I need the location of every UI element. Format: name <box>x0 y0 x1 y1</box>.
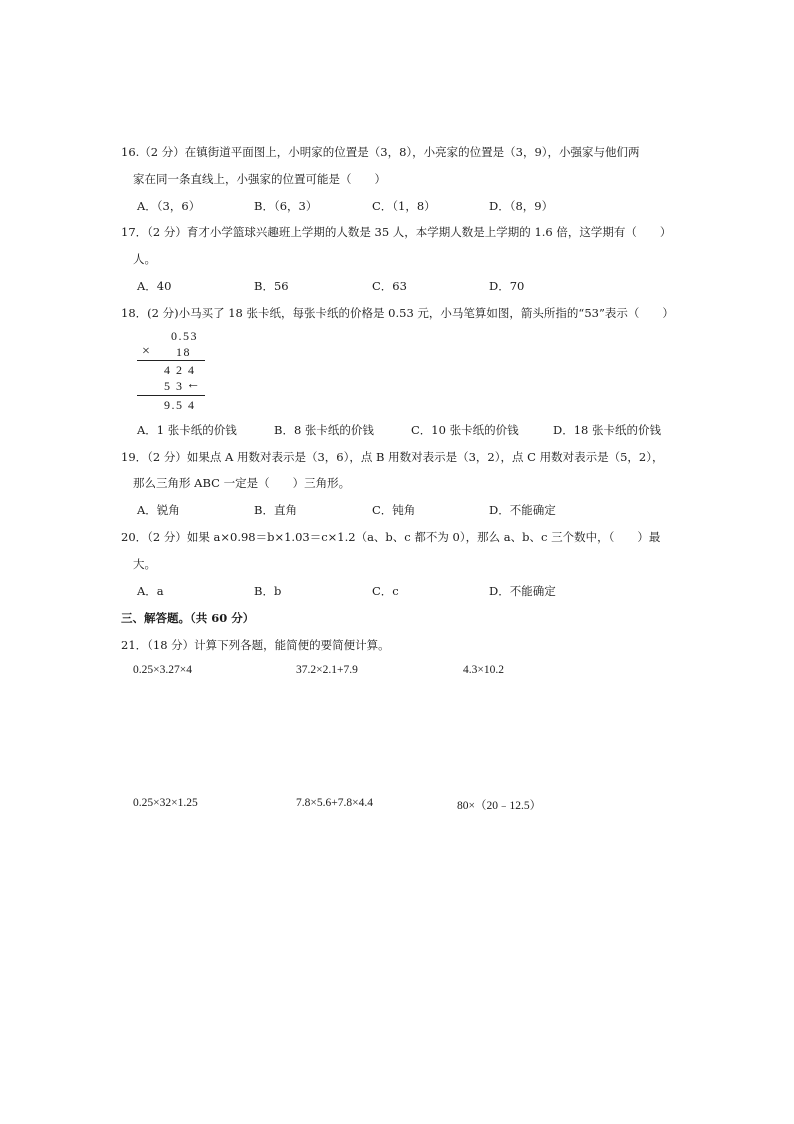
q20-option-d[interactable]: D．不能确定 <box>489 584 556 598</box>
q16-option-b[interactable]: B．（6，3） <box>254 199 318 213</box>
calc-times-sign: × <box>142 344 152 359</box>
q21-expression-1: 0.25×3.27×4 <box>133 664 192 676</box>
calc-rule-1 <box>137 360 205 361</box>
calc-product: 9.5 4 <box>164 398 196 412</box>
q17-option-d[interactable]: D．70 <box>489 279 525 293</box>
q17-stem-line1: 17．（2 分）育才小学篮球兴趣班上学期的人数是 35 人，本学期人数是上学期的 1.6 倍，这学期有（ ） <box>121 225 672 239</box>
q18-option-a[interactable]: A．1 张卡纸的价钱 <box>137 423 237 437</box>
calc-rule-2 <box>137 395 205 396</box>
arrow-left-icon: ← <box>186 377 202 392</box>
q17-option-b[interactable]: B．56 <box>254 279 289 293</box>
q21-expression-6: 80×（20﹣12.5） <box>457 800 542 812</box>
q16-option-a[interactable]: A．（3，6） <box>137 199 201 213</box>
q21-expression-2: 37.2×2.1+7.9 <box>296 664 358 676</box>
q21-expression-3: 4.3×10.2 <box>463 664 504 676</box>
q18-option-d[interactable]: D．18 张卡纸的价钱 <box>553 423 662 437</box>
calc-partial-product-2: 5 3 <box>164 379 184 393</box>
calc-multiplicand: 0.53 <box>171 329 198 343</box>
calc-partial-product-1: 4 2 4 <box>164 363 196 377</box>
q17-stem-line2: 人。 <box>133 252 156 266</box>
q18-stem-line1: 18．(2 分)小马买了 18 张卡纸，每张卡纸的价格是 0.53 元，小马笔算如图，箭头所指的“53”表示（ ） <box>121 306 674 320</box>
calc-multiplier: 18 <box>176 345 191 359</box>
q19-stem-line2: 那么三角形 ABC 一定是（ ）三角形。 <box>133 476 351 490</box>
q16-option-c[interactable]: C．（1，8） <box>372 199 436 213</box>
q21-expression-4: 0.25×32×1.25 <box>133 797 198 809</box>
q17-option-c[interactable]: C．63 <box>372 279 407 293</box>
q19-option-b[interactable]: B．直角 <box>254 503 297 517</box>
q16-stem-line2: 家在同一条直线上，小强家的位置可能是（ ） <box>133 172 386 186</box>
q21-stem: 21．（18 分）计算下列各题，能简便的要简便计算。 <box>121 638 390 652</box>
q20-option-b[interactable]: B．b <box>254 584 282 598</box>
q18-option-c[interactable]: C．10 张卡纸的价钱 <box>411 423 519 437</box>
q19-option-d[interactable]: D．不能确定 <box>489 503 556 517</box>
section-heading: 三、解答题。（共 60 分） <box>121 611 255 625</box>
q20-option-c[interactable]: C．c <box>372 584 399 598</box>
q21-expression-5: 7.8×5.6+7.8×4.4 <box>296 797 373 809</box>
q20-option-a[interactable]: A．a <box>137 584 164 598</box>
q19-stem-line1: 19．（2 分）如果点 A 用数对表示是（3，6），点 B 用数对表示是（3，2），点 C 用数对表示是（5，2）， <box>121 450 664 464</box>
q20-stem-line2: 大。 <box>133 557 156 571</box>
q19-option-c[interactable]: C．钝角 <box>372 503 416 517</box>
q16-option-d[interactable]: D．（8，9） <box>489 199 554 213</box>
q20-stem-line1: 20．（2 分）如果 a×0.98＝b×1.03＝c×1.2（a、b、c 都不为 0），那么 a、b、c 三个数中，（ ）最 <box>121 530 661 544</box>
q17-option-a[interactable]: A．40 <box>137 279 172 293</box>
q19-option-a[interactable]: A．锐角 <box>137 503 180 517</box>
q16-stem-line1: 16.（2 分）在镇街道平面图上，小明家的位置是（3，8），小亮家的位置是（3，9），小强家与他们两 <box>121 145 640 159</box>
q18-option-b[interactable]: B．8 张卡纸的价钱 <box>274 423 374 437</box>
